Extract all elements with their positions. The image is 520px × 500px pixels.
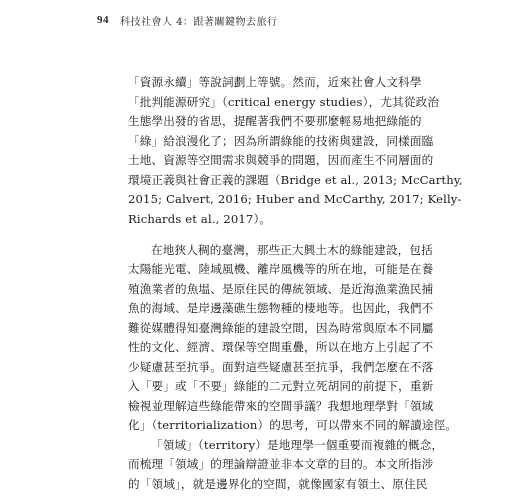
text-line: 生態學出發的省思，提醒著我們不要那麼輕易地把綠能的 [128, 114, 422, 128]
paragraph-3 [128, 436, 444, 495]
text-line: 檢視並理解這些綠能帶來的空間爭議？我想地理學對「領域 [128, 398, 434, 413]
text-line: 少疑慮甚至抗爭。面對這些疑慮甚至抗爭，我們怎麼在不落 [128, 359, 434, 374]
text-line: 「資源永續」等說詞劃上等號。然而，近來社會人文科學 [128, 75, 422, 89]
text-line: 化」（territorialization）的思考，可以帶來不同的解讀途徑。 [128, 418, 458, 432]
text-line: 難從媒體得知臺灣綠能的建設空間，因為時常與原本不同屬 [128, 320, 434, 335]
running-header [97, 11, 278, 29]
page-number: 94 [97, 14, 109, 26]
text-line: 「批判能源研究」（critical energy studies），尤其從政治 [128, 94, 440, 109]
text-line: 而梳理「領域」的理論辯證並非本文章的目的。本文所指涉 [128, 457, 434, 471]
text-line: 「領域」（territory）是地理學一個重要而複雜的概念， [151, 437, 444, 452]
text-line: 環境正義與社會正義的課題（Bridge et al., 2013; McCarthy, [128, 172, 463, 187]
text-line: 太陽能光電、陸域風機、離岸風機等的所在地，可能是在養 [128, 262, 434, 276]
running-title: 科技社會人 4：跟著關鍵物去旅行 [120, 16, 278, 28]
text-line: Richards et al., 2017）。 [128, 211, 272, 226]
paragraph-gap [128, 229, 393, 241]
text-line: 入「要」或「不要」綠能的二元對立死胡同的前提下，重新 [128, 379, 434, 393]
paragraph-1 [128, 73, 463, 229]
text-line: 殖漁業者的魚塭、是原住民的傳統領域、是近海漁業漁民捕 [128, 281, 434, 296]
text-line: 魚的海域、是岸邊藻礁生態物種的棲地等。也因此，我們不 [128, 301, 434, 315]
text-line: 「綠」給浪漫化了；因為所謂綠能的技術與建設，同樣面臨 [128, 133, 434, 148]
text-line: 的「領域」，就是邊界化的空間，就像國家有領土、原住民 [128, 476, 428, 491]
paragraph-2 [128, 241, 458, 436]
text-line: 2015; Calvert, 2016; Huber and McCarthy, 2017; Kelly- [128, 192, 462, 206]
text-line: 土地、資源等空間需求與競爭的問題，因而產生不同層面的 [128, 153, 434, 167]
body-text [128, 73, 463, 494]
text-line: 在地狹人稠的臺灣，那些正大興土木的綠能建設，包括 [151, 242, 433, 257]
text-line: 性的文化、經濟、環保等空間重疊，所以在地方上引起了不 [128, 340, 434, 354]
